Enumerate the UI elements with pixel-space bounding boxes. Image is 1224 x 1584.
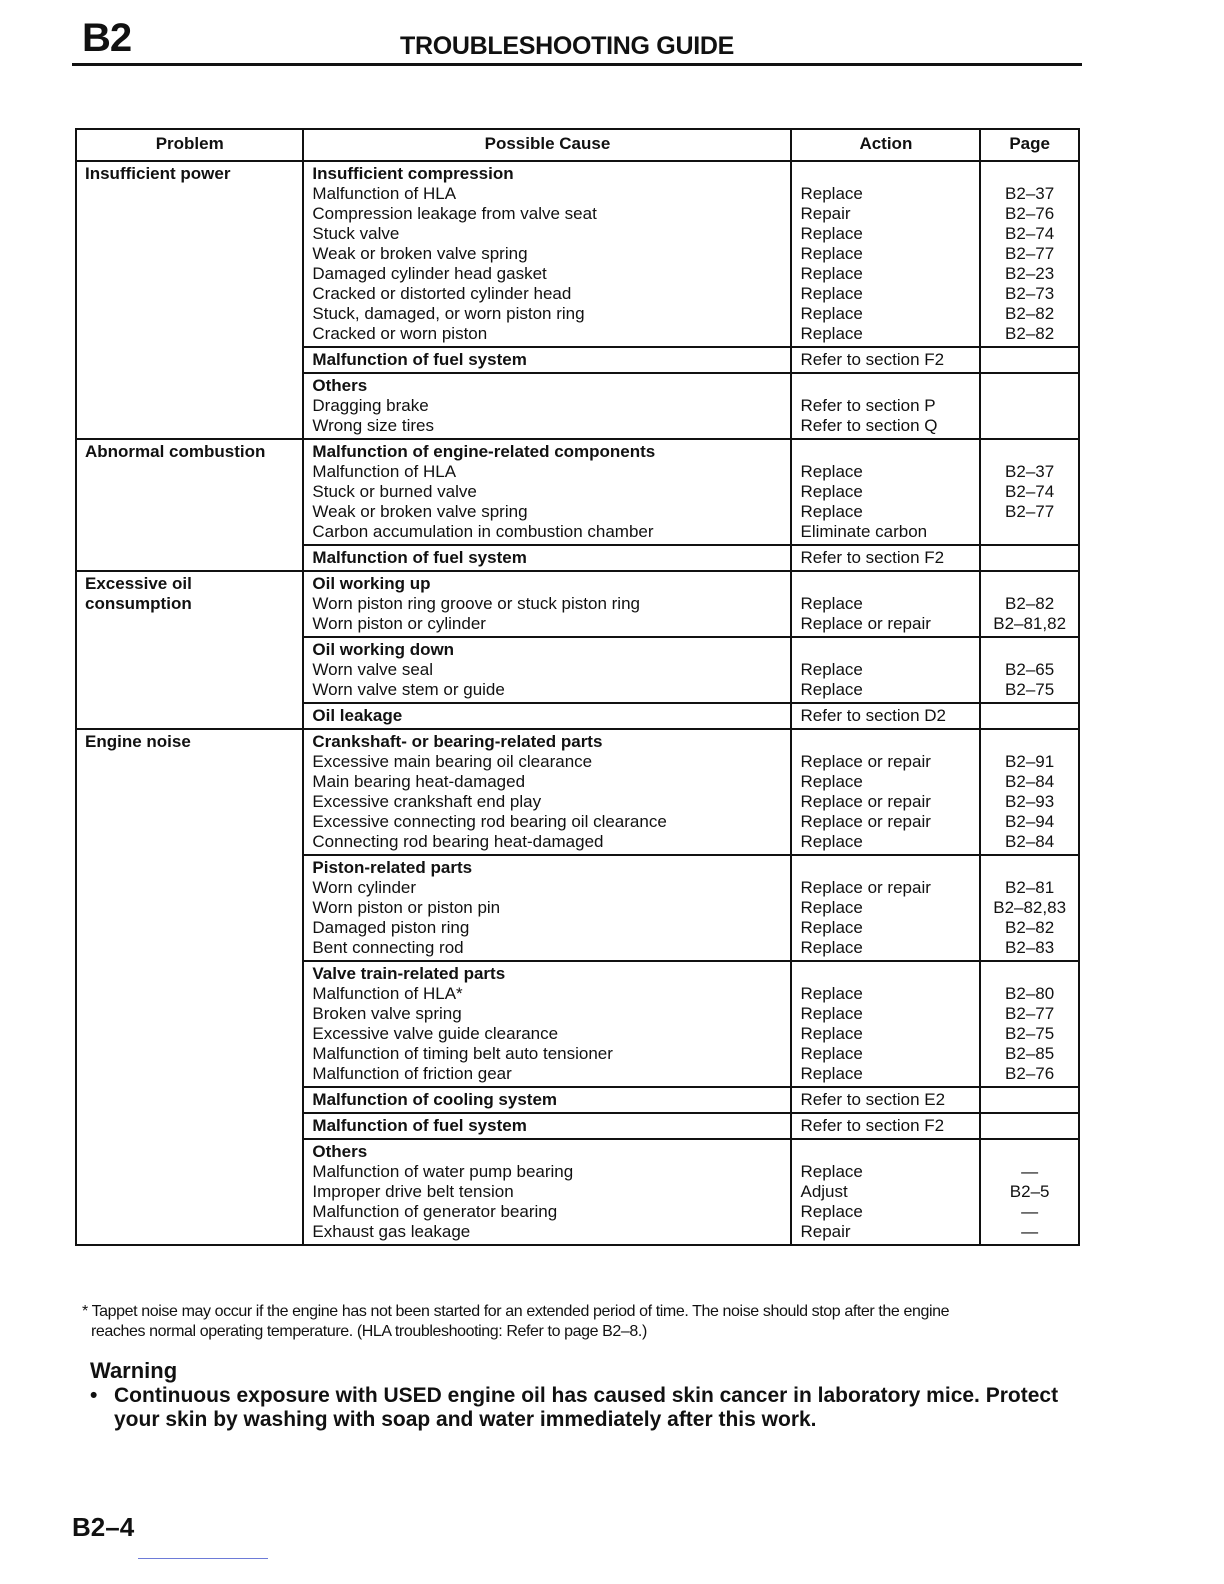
- page-ref: B2–5: [1009, 1182, 1050, 1201]
- action-text: Replace: [800, 304, 863, 323]
- problem-cell: [76, 439, 303, 571]
- page-ref: B2–82: [1005, 304, 1055, 323]
- cause-text: Weak or broken valve spring: [312, 502, 528, 521]
- problem-name: Engine noise: [85, 732, 191, 751]
- cause-text: Improper drive belt tension: [312, 1182, 514, 1201]
- action-text: Refer to section F2: [800, 1116, 945, 1135]
- cause-cell: [303, 703, 791, 729]
- page-ref: B2–82: [1005, 594, 1055, 613]
- cause-group-title: Oil working down: [312, 640, 455, 659]
- action-cell: [791, 439, 980, 545]
- cause-cell: [303, 439, 791, 545]
- action-text: Replace: [800, 462, 863, 481]
- spacer: [800, 732, 971, 752]
- header-rule: [72, 63, 1082, 66]
- action-text: Replace: [800, 264, 863, 283]
- page-ref: B2–37: [1005, 184, 1055, 203]
- cause-group-title: Others: [312, 1142, 368, 1161]
- cause-text: Malfunction of timing belt auto tensioner: [312, 1044, 613, 1063]
- action-cell: [791, 855, 980, 961]
- action-text: Replace or repair: [800, 792, 931, 811]
- spacer: [800, 376, 971, 396]
- action-cell: [791, 571, 980, 637]
- cause-text: Worn piston ring groove or stuck piston ring: [312, 594, 640, 613]
- cause-text: Stuck valve: [312, 224, 400, 243]
- page-number: B2–4: [72, 1512, 135, 1542]
- action-text: Replace or repair: [800, 812, 931, 831]
- action-cell: [791, 729, 980, 855]
- footnote-line-2: reaches normal operating temperature. (HLA troubleshooting: Refer to page B2–8.): [91, 1323, 647, 1340]
- spacer: [989, 164, 1070, 184]
- page-ref: [989, 416, 1070, 436]
- cause-group-title: Malfunction of fuel system: [312, 350, 527, 369]
- column-header-page: Page: [980, 129, 1079, 161]
- spacer: [989, 858, 1070, 878]
- cause-text: Excessive crankshaft end play: [312, 792, 542, 811]
- page-ref: B2–82: [1005, 918, 1055, 937]
- page-ref: B2–83: [1005, 938, 1055, 957]
- action-text: Replace or repair: [800, 614, 931, 633]
- page-ref: B2–74: [1005, 224, 1055, 243]
- cause-cell: [303, 545, 791, 571]
- column-header-action: Action: [791, 129, 980, 161]
- action-text: Replace: [800, 918, 863, 937]
- page-ref: B2–74: [1005, 482, 1055, 501]
- page-ref: B2–76: [1005, 204, 1055, 223]
- cause-group-title: Malfunction of fuel system: [312, 548, 527, 567]
- page-ref: B2–76: [1005, 1064, 1055, 1083]
- warning-text: [90, 1384, 1090, 1432]
- page-ref: —: [1021, 1202, 1039, 1221]
- cause-cell: [303, 855, 791, 961]
- spacer: [989, 964, 1070, 984]
- cause-text: Wrong size tires: [312, 416, 434, 435]
- cause-text: Worn valve seal: [312, 660, 434, 679]
- page-ref: B2–94: [1005, 812, 1055, 831]
- cause-text: Malfunction of friction gear: [312, 1064, 512, 1083]
- action-text: Replace: [800, 984, 863, 1003]
- page-ref: —: [1021, 1222, 1039, 1241]
- cause-cell: [303, 637, 791, 703]
- cause-group-title: Others: [312, 376, 368, 395]
- page-ref: B2–93: [1005, 792, 1055, 811]
- page-cell: [980, 703, 1079, 729]
- page-cell: [980, 1139, 1079, 1245]
- table-row: [76, 571, 1079, 637]
- action-text: Repair: [800, 1222, 851, 1241]
- cause-text: Main bearing heat-damaged: [312, 772, 526, 791]
- action-text: Replace: [800, 680, 863, 699]
- spacer: [800, 164, 971, 184]
- action-text: Replace: [800, 594, 863, 613]
- page-ref: B2–73: [1005, 284, 1055, 303]
- cause-group-title: Malfunction of cooling system: [312, 1090, 558, 1109]
- cause-cell: [303, 571, 791, 637]
- spacer: [989, 574, 1070, 594]
- page-ref: B2–75: [1005, 1024, 1055, 1043]
- cause-text: Worn valve stem or guide: [312, 680, 505, 699]
- page-cell: [980, 161, 1079, 347]
- action-cell: [791, 1113, 980, 1139]
- page-ref: B2–75: [1005, 680, 1055, 699]
- cause-text: Malfunction of HLA: [312, 462, 457, 481]
- column-header-cause: Possible Cause: [303, 129, 791, 161]
- action-text: Refer to section F2: [800, 350, 945, 369]
- page-ref: B2–82,83: [993, 898, 1067, 917]
- cause-text: Worn piston or cylinder: [312, 614, 486, 633]
- action-cell: [791, 545, 980, 571]
- action-text: Replace: [800, 284, 863, 303]
- cause-cell: [303, 1087, 791, 1113]
- page-ref: B2–85: [1005, 1044, 1055, 1063]
- spacer: [989, 640, 1070, 660]
- cause-text: Malfunction of HLA*: [312, 984, 463, 1003]
- cause-text: Malfunction of generator bearing: [312, 1202, 558, 1221]
- problem-name: Abnormal combustion: [85, 442, 266, 461]
- footnote-line-1: * Tappet noise may occur if the engine has not been started for an extended period of time. The noise should stop after the engine: [82, 1303, 950, 1320]
- page-ref: B2–81: [1005, 878, 1055, 897]
- spacer: [989, 1142, 1070, 1162]
- cause-text: Dragging brake: [312, 396, 429, 415]
- cause-group-title: Oil working up: [312, 574, 431, 593]
- cause-cell: [303, 729, 791, 855]
- page-ref: B2–80: [1005, 984, 1055, 1003]
- cause-text: Compression leakage from valve seat: [312, 204, 597, 223]
- spacer: [800, 858, 971, 878]
- cause-text: Malfunction of water pump bearing: [312, 1162, 574, 1181]
- action-cell: [791, 1087, 980, 1113]
- action-text: Adjust: [800, 1182, 848, 1201]
- problem-name: Excessive oil consumption: [85, 574, 192, 613]
- problem-name: Insufficient power: [85, 164, 231, 183]
- page-cell: [980, 961, 1079, 1087]
- action-text: Refer to section P: [800, 396, 936, 415]
- action-text: Replace: [800, 1044, 863, 1063]
- cause-text: Damaged piston ring: [312, 918, 470, 937]
- action-text: Replace: [800, 832, 863, 851]
- section-code: B2: [82, 16, 132, 60]
- action-text: Replace or repair: [800, 752, 931, 771]
- page-title: TROUBLESHOOTING GUIDE: [400, 32, 734, 60]
- cause-text: Excessive main bearing oil clearance: [312, 752, 593, 771]
- cause-group-title: Crankshaft- or bearing-related parts: [312, 732, 603, 751]
- page-cell: [980, 373, 1079, 439]
- action-cell: [791, 161, 980, 347]
- action-text: Replace: [800, 1064, 863, 1083]
- table-row: [76, 729, 1079, 855]
- action-text: Replace: [800, 1004, 863, 1023]
- cause-text: Connecting rod bearing heat-damaged: [312, 832, 604, 851]
- page-ref: [989, 522, 1070, 542]
- page-ref: [989, 396, 1070, 416]
- page-cell: [980, 545, 1079, 571]
- cause-text: Malfunction of HLA: [312, 184, 457, 203]
- action-text: Replace: [800, 482, 863, 501]
- page-ref: B2–84: [1005, 772, 1055, 791]
- cause-text: Weak or broken valve spring: [312, 244, 528, 263]
- cause-text: Cracked or worn piston: [312, 324, 488, 343]
- cause-text: Stuck, damaged, or worn piston ring: [312, 304, 585, 323]
- page-ref: B2–82: [1005, 324, 1055, 343]
- page-ref: B2–84: [1005, 832, 1055, 851]
- spacer: [989, 732, 1070, 752]
- table-body: [76, 161, 1079, 1245]
- action-text: Refer to section Q: [800, 416, 938, 435]
- action-text: Replace: [800, 502, 863, 521]
- action-text: Refer to section D2: [800, 706, 946, 725]
- action-text: Replace: [800, 324, 863, 343]
- spacer: [989, 442, 1070, 462]
- table-header-row: [76, 129, 1079, 161]
- spacer: [800, 640, 971, 660]
- cause-group-title: Malfunction of fuel system: [312, 1116, 527, 1135]
- action-text: Refer to section F2: [800, 548, 945, 567]
- cause-group-title: Oil leakage: [312, 706, 403, 725]
- problem-cell: [76, 161, 303, 439]
- cause-cell: [303, 373, 791, 439]
- page-ref: B2–77: [1005, 244, 1055, 263]
- spacer: [989, 376, 1070, 396]
- action-text: Replace: [800, 660, 863, 679]
- action-text: Refer to section E2: [800, 1090, 946, 1109]
- warning-line-1: Continuous exposure with USED engine oil has caused skin cancer in laboratory mice. Protect: [114, 1384, 1059, 1407]
- page-cell: [980, 571, 1079, 637]
- troubleshooting-table: [75, 128, 1080, 1246]
- spacer: [800, 964, 971, 984]
- cause-text: Worn piston or piston pin: [312, 898, 501, 917]
- column-header-problem: Problem: [76, 129, 303, 161]
- page-cell: [980, 729, 1079, 855]
- cause-text: Worn cylinder: [312, 878, 417, 897]
- action-text: Replace: [800, 1024, 863, 1043]
- page-ref: B2–23: [1005, 264, 1055, 283]
- action-text: Replace: [800, 1162, 863, 1181]
- action-cell: [791, 961, 980, 1087]
- table-row: [76, 439, 1079, 545]
- action-text: Replace: [800, 898, 863, 917]
- table-row: [76, 161, 1079, 347]
- action-text: Replace or repair: [800, 878, 931, 897]
- cause-text: Exhaust gas leakage: [312, 1222, 471, 1241]
- cause-cell: [303, 961, 791, 1087]
- action-cell: [791, 1139, 980, 1245]
- footnote: [82, 1302, 1082, 1342]
- cause-group-title: Malfunction of engine-related components: [312, 442, 656, 461]
- problem-cell: [76, 729, 303, 1245]
- page-cell: [980, 637, 1079, 703]
- page-ref: B2–77: [1005, 1004, 1055, 1023]
- page-ref: B2–77: [1005, 502, 1055, 521]
- bullet-icon: •: [90, 1384, 98, 1407]
- cause-text: Damaged cylinder head gasket: [312, 264, 547, 283]
- cause-group-title: Valve train-related parts: [312, 964, 506, 983]
- page-cell: [980, 1087, 1079, 1113]
- cause-group-title: Piston-related parts: [312, 858, 473, 877]
- action-text: Replace: [800, 1202, 863, 1221]
- warning-title: Warning: [90, 1358, 178, 1383]
- action-cell: [791, 637, 980, 703]
- action-cell: [791, 373, 980, 439]
- page-ref: B2–81,82: [993, 614, 1067, 633]
- page-cell: [980, 347, 1079, 373]
- page-cell: [980, 855, 1079, 961]
- page-ref: B2–65: [1005, 660, 1055, 679]
- action-text: Replace: [800, 244, 863, 263]
- action-cell: [791, 347, 980, 373]
- action-text: Replace: [800, 184, 863, 203]
- action-text: Replace: [800, 772, 863, 791]
- action-text: Replace: [800, 224, 863, 243]
- cause-text: Broken valve spring: [312, 1004, 462, 1023]
- action-text: Repair: [800, 204, 851, 223]
- cause-cell: [303, 161, 791, 347]
- action-text: Eliminate carbon: [800, 522, 928, 541]
- cause-cell: [303, 347, 791, 373]
- bottom-underline: [138, 1558, 268, 1559]
- cause-text: Cracked or distorted cylinder head: [312, 284, 572, 303]
- action-text: Replace: [800, 938, 863, 957]
- page-ref: B2–37: [1005, 462, 1055, 481]
- page-cell: [980, 1113, 1079, 1139]
- cause-text: Stuck or burned valve: [312, 482, 477, 501]
- spacer: [800, 574, 971, 594]
- cause-text: Excessive valve guide clearance: [312, 1024, 559, 1043]
- cause-text: Bent connecting rod: [312, 938, 464, 957]
- problem-cell: [76, 571, 303, 729]
- page-ref: B2–91: [1005, 752, 1055, 771]
- page-ref: —: [1021, 1162, 1039, 1181]
- cause-text: Carbon accumulation in combustion chamber: [312, 522, 654, 541]
- spacer: [800, 442, 971, 462]
- cause-group-title: Insufficient compression: [312, 164, 514, 183]
- cause-cell: [303, 1139, 791, 1245]
- cause-text: Excessive connecting rod bearing oil clearance: [312, 812, 667, 831]
- warning-line-2: your skin by washing with soap and water immediately after this work.: [114, 1408, 817, 1431]
- spacer: [800, 1142, 971, 1162]
- cause-cell: [303, 1113, 791, 1139]
- action-cell: [791, 703, 980, 729]
- page-cell: [980, 439, 1079, 545]
